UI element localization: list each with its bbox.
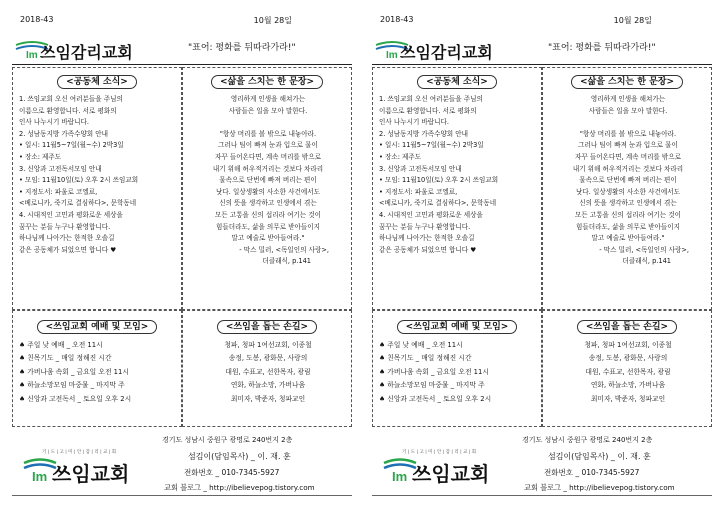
quote-line: "항상 머리를 볼 밖으로 내놓아라.	[219, 129, 317, 138]
logo-prefix: Im	[386, 50, 398, 61]
help-list	[547, 339, 709, 406]
news-line: 꿈꾸는 분들 누구나 환영합니다.	[19, 222, 111, 231]
news-line: 4. 시대적인 고민과 평화로운 세상을	[379, 210, 483, 219]
news-line: • 모임: 11월10일(토) 오후 2시 쓰임교회	[19, 176, 139, 185]
news-line: • 장소: 제주도	[19, 152, 62, 161]
news-line: 1. 쓰임교회 오신 여러분들을 주님의	[379, 95, 483, 103]
help-item: 최미자, 박준자, 청파교인	[230, 394, 306, 403]
news-line: 하나님께 나아가는 한적한 오솔길	[19, 234, 115, 243]
news-line: 1. 쓰임교회 오신 여러분들을 주님의	[19, 95, 123, 103]
blog-link[interactable]: 교회 블로그 _ http://ibelievepog.tistory.com	[524, 483, 675, 492]
news-line: 같은 공동체가 되었으면 합니다 ♥	[379, 245, 477, 254]
news-line: 하나님께 나아가는 한적한 오솔길	[379, 234, 475, 243]
quote-publisher: 더클래식, p.141	[622, 257, 671, 266]
quote-text	[547, 94, 709, 268]
quote-line: 그러나 팀이 빠져 눈과 입으로 물이	[218, 141, 318, 150]
date-code: 2018-43	[20, 15, 54, 24]
worship-item: ♠ 가버나움 속회 _ 금요일 오전 11시	[19, 367, 129, 376]
news-line: <베로니카, 죽기로 결심하다>, 문학동네	[19, 199, 137, 208]
help-title: <쓰임을 돕는 손길>	[577, 320, 677, 334]
quote-line: 힘들더라도, 삶을 의무로 받아들이지	[576, 222, 680, 231]
quote-box	[542, 67, 712, 310]
help-item: 대원, 수표교, 선한목자, 광림	[225, 367, 311, 376]
worship-box	[12, 310, 182, 427]
footer-logo	[380, 445, 516, 489]
footer	[372, 429, 712, 509]
worship-item: ♠ 주일 낮 예배 _ 오전 11시	[19, 341, 103, 349]
news-line: • 모임: 11월10일(토) 오후 2시 쓰임교회	[379, 176, 499, 185]
help-item: 청파, 청파 1여선교회, 이종철	[224, 341, 312, 349]
quote-line: 신의 뜻을 생각하고 인생에서 겪는	[219, 199, 317, 208]
footer	[12, 429, 352, 509]
worship-item: ♠ 친목기도 _ 매일 정해진 시간	[379, 354, 472, 363]
quote-line: 모든 고통을 신의 섭리라 여기는 것이	[574, 210, 682, 219]
logo-church-name: 쓰임감리교회	[400, 43, 493, 61]
news-line: • 장소: 제주도	[379, 152, 422, 161]
help-list	[187, 339, 349, 406]
quote-line: 자꾸 들어온다면, 계속 머리를 밖으로	[214, 152, 322, 161]
worship-item: ♠ 친목기도 _ 매일 정해진 시간	[19, 354, 112, 363]
news-line: 같은 공동체가 되었으면 합니다 ♥	[19, 245, 117, 254]
quote-line	[187, 117, 349, 129]
quote-title: <삶을 스치는 한 문장>	[211, 75, 323, 89]
worship-item: ♠ 가버나움 속회 _ 금요일 오전 11시	[379, 367, 489, 376]
footer-logo-prefix: Im	[392, 469, 408, 484]
news-list	[19, 94, 179, 256]
quote-line: 낫다. 일상생활의 사소한 사건에서도	[576, 187, 680, 196]
phone: 전화번호 _ 010-7345-5927	[184, 468, 280, 477]
footer-logo	[20, 445, 156, 489]
worship-item: ♠ 하늘소망모임 마중물 _ 마지막 주	[19, 381, 125, 390]
quote-line: 말고 예술로 받아들여라."	[591, 234, 665, 243]
quote-source: - 막스 밀러, <독일인의 사랑>,	[599, 245, 689, 254]
help-title: <쓰임을 돕는 손길>	[217, 320, 317, 334]
motto: "표어: 평화를 뒤따라가라!"	[548, 43, 656, 53]
quote-line	[547, 117, 709, 129]
header-divider	[372, 64, 712, 65]
address: 경기도 성남시 중원구 광명로 240번지 2층	[522, 436, 653, 444]
news-box	[12, 67, 182, 310]
news-line: 3. 신앙과 고전독서모임 안내	[19, 164, 102, 173]
pastor: 섬김이(담임목사) _ 이. 재. 훈	[548, 452, 651, 461]
news-line: 이름으로 환영합니다. 서로 평화의	[379, 106, 477, 115]
help-item: 청파, 청파 1여선교회, 이종철	[584, 341, 672, 349]
help-item: 최미자, 박준자, 청파교인	[590, 394, 666, 403]
news-line: <베로니카, 죽기로 결심하다>, 문학동네	[379, 199, 497, 208]
quote-line: 사람들은 일을 모아 말한다.	[588, 106, 668, 115]
pastor: 섬김이(담임목사) _ 이. 재. 훈	[188, 452, 291, 461]
quote-line: 영리하게 인생을 해쳐가는	[230, 95, 306, 103]
quote-box	[182, 67, 352, 310]
worship-item: ♠ 신앙과 고전독서 _ 토요일 오후 2시	[19, 394, 132, 403]
bulletin-page-left	[12, 0, 352, 509]
worship-list	[19, 339, 179, 406]
worship-list	[379, 339, 539, 406]
quote-title: <삶을 스치는 한 문장>	[571, 75, 683, 89]
news-line: • 일시: 11월5~7일(월~수) 2박3일	[19, 141, 124, 150]
worship-item: ♠ 하늘소망모임 마중물 _ 마지막 주	[379, 381, 485, 390]
church-logo	[14, 37, 164, 61]
worship-title: <쓰임교회 예배 및 모임>	[397, 320, 518, 334]
news-line: 2. 성남동지방 가족수양회 안내	[19, 129, 109, 138]
quote-line: 물속으로 단번에 빠져 버리는 편이	[579, 176, 677, 185]
quote-line: 물속으로 단번에 빠져 버리는 편이	[219, 176, 317, 185]
help-item: 연화, 하늘소망, 가버나움	[230, 381, 306, 390]
blog-link[interactable]: 교회 블로그 _ http://ibelievepog.tistory.com	[164, 483, 315, 492]
address: 경기도 성남시 중원구 광명로 240번지 2층	[162, 436, 293, 444]
help-item: 대원, 수표교, 선한목자, 광림	[585, 367, 671, 376]
bulletin-page-right	[372, 0, 712, 509]
church-logo	[374, 37, 524, 61]
phone: 전화번호 _ 010-7345-5927	[544, 468, 640, 477]
news-line: • 일시: 11월5~7일(월~수) 2박3일	[379, 141, 484, 150]
quote-line: 영리하게 인생을 해쳐가는	[590, 95, 666, 103]
bulletin-date: 10월 28일	[613, 16, 652, 25]
quote-line: "항상 머리를 볼 밖으로 내놓아라.	[579, 129, 677, 138]
news-line: 꿈꾸는 분들 누구나 환영합니다.	[379, 222, 471, 231]
quote-line: 내기 위해 허우적거리는 것보다 차라리	[572, 164, 684, 173]
bulletin-date: 10월 28일	[253, 16, 292, 25]
footer-logo-name: 쓰임교회	[52, 462, 130, 486]
logo-tagline: 기 | 도 | 고 | 미 | 안 | 감 | 리 | 교 | 회	[402, 450, 477, 455]
news-line: 4. 시대적인 고민과 평화로운 세상을	[19, 210, 123, 219]
quote-line: 신의 뜻을 생각하고 인생에서 겪는	[579, 199, 677, 208]
quote-line: 모든 고통을 신의 섭리라 여기는 것이	[214, 210, 322, 219]
header-divider	[12, 64, 352, 65]
help-item: 연화, 하늘소망, 가버나움	[590, 381, 666, 390]
news-list	[379, 94, 539, 256]
quote-line: 사람들은 일을 모아 말한다.	[228, 106, 308, 115]
worship-title: <쓰임교회 예배 및 모임>	[37, 320, 158, 334]
news-line: • 지정도서: 파울로 코엘료,	[19, 187, 98, 196]
footer-logo-prefix: Im	[32, 469, 48, 484]
footer-divider	[12, 495, 352, 496]
quote-line: 그러나 팀이 빠져 눈과 입으로 물이	[578, 141, 678, 150]
news-title: <공동체 소식>	[417, 75, 497, 89]
logo-church-name: 쓰임감리교회	[40, 43, 133, 61]
quote-line: 내기 위해 허우적거리는 것보다 차라리	[212, 164, 324, 173]
quote-source: - 막스 밀러, <독일인의 사랑>,	[239, 245, 329, 254]
news-line: 2. 성남동지방 가족수양회 안내	[379, 129, 469, 138]
quote-line: 말고 예술로 받아들여라."	[231, 234, 305, 243]
help-box	[182, 310, 352, 427]
news-line: 3. 신앙과 고전독서모임 안내	[379, 164, 462, 173]
worship-box	[372, 310, 542, 427]
news-title: <공동체 소식>	[57, 75, 137, 89]
footer-logo-name: 쓰임교회	[412, 462, 490, 486]
news-line: • 지정도서: 파울로 코엘료,	[379, 187, 458, 196]
help-item: 송정, 도봉, 광화문, 사랑의	[228, 354, 308, 363]
worship-item: ♠ 주일 낮 예배 _ 오전 11시	[379, 341, 463, 349]
news-line: 인사 나누시기 바랍니다.	[379, 118, 449, 127]
news-line: 인사 나누시기 바랍니다.	[19, 118, 89, 127]
news-line: 이름으로 환영합니다. 서로 평화의	[19, 106, 117, 115]
quote-line: 낫다. 일상생활의 사소한 사건에서도	[216, 187, 320, 196]
help-item: 송정, 도봉, 광화문, 사랑의	[588, 354, 668, 363]
quote-line: 힘들더라도, 삶을 의무로 받아들이지	[216, 222, 320, 231]
logo-tagline: 기 | 도 | 고 | 미 | 안 | 감 | 리 | 교 | 회	[42, 450, 117, 455]
quote-text	[187, 94, 349, 268]
news-box	[372, 67, 542, 310]
date-code: 2018-43	[380, 15, 414, 24]
footer-divider	[372, 495, 712, 496]
motto: "표어: 평화를 뒤따라가라!"	[188, 43, 296, 53]
quote-publisher: 더클래식, p.141	[262, 257, 311, 266]
help-box	[542, 310, 712, 427]
quote-line: 자꾸 들어온다면, 계속 머리를 밖으로	[574, 152, 682, 161]
logo-prefix: Im	[26, 50, 38, 61]
worship-item: ♠ 신앙과 고전독서 _ 토요일 오후 2시	[379, 394, 492, 403]
